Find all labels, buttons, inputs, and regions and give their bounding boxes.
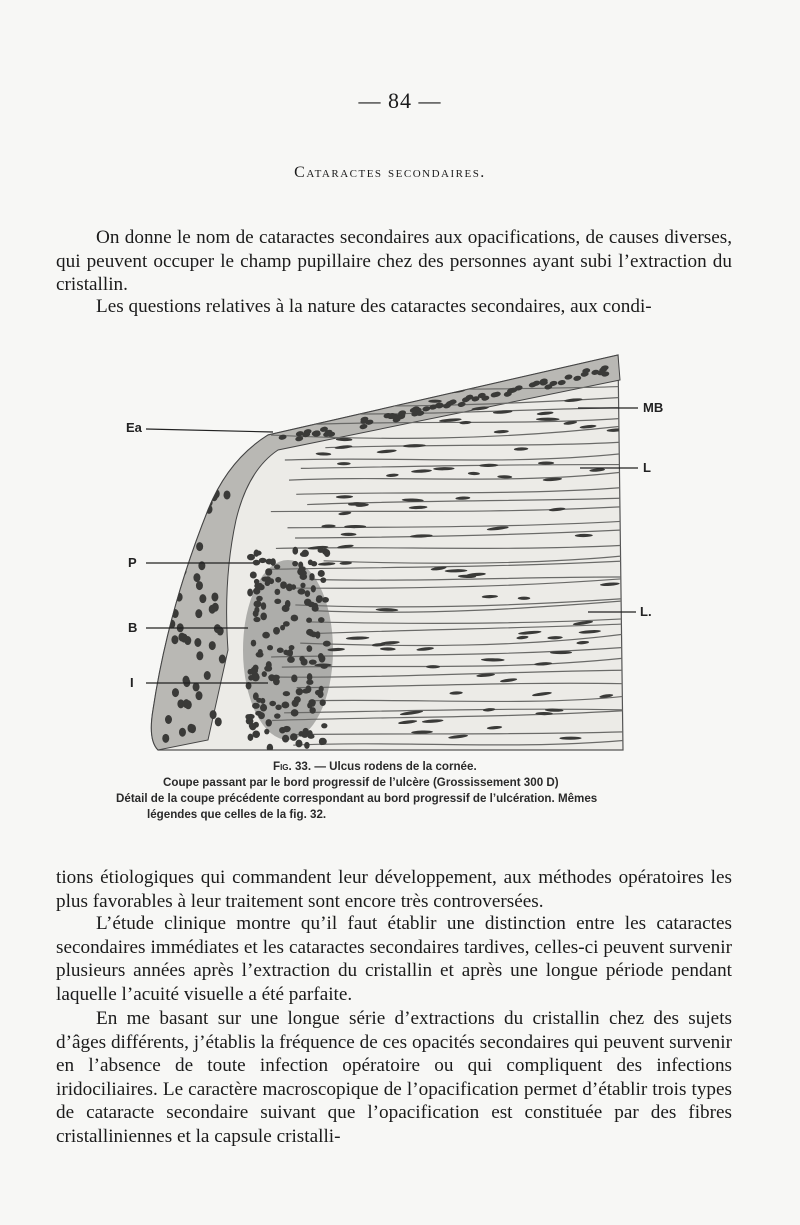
nucleus: [306, 618, 312, 623]
nucleus: [280, 582, 286, 589]
nucleus: [248, 734, 254, 741]
nucleus: [266, 661, 272, 669]
nucleus: [321, 723, 327, 728]
nucleus: [256, 698, 262, 703]
nucleus: [292, 561, 298, 567]
nucleus: [283, 691, 290, 696]
nucleus: [274, 599, 281, 604]
nucleus: [268, 674, 275, 681]
nucleus: [319, 686, 324, 692]
nucleus: [215, 717, 222, 726]
nucleus: [193, 682, 200, 691]
nucleus: [318, 547, 325, 552]
nucleus: [171, 635, 178, 644]
nucleus: [320, 699, 326, 706]
nucleus: [306, 680, 313, 685]
nucleus: [275, 704, 281, 710]
figure-caption-title: [273, 759, 573, 775]
nucleus: [320, 664, 328, 669]
nucleus: [287, 656, 295, 662]
histology-figure: [118, 350, 678, 760]
nucleus: [250, 572, 257, 579]
paragraph-questions-end: tions étiologiques qui commandent leur développement, aux méthodes opératoires les plus favorables à leur traitement sont encore très controversées.: [56, 867, 732, 912]
label-p: P: [128, 555, 137, 570]
nucleus: [291, 674, 297, 682]
nucleus: [248, 669, 253, 675]
nucleus: [319, 655, 326, 663]
nucleus: [324, 549, 330, 557]
nucleus: [178, 633, 185, 642]
nucleus: [302, 550, 309, 557]
nucleus: [193, 573, 200, 582]
nucleus: [295, 740, 302, 748]
nucleus: [223, 490, 230, 499]
nucleus: [302, 733, 308, 738]
nucleus: [281, 702, 289, 709]
nucleus: [196, 581, 203, 590]
nucleus: [204, 671, 211, 680]
nucleus: [265, 576, 271, 583]
nucleus: [274, 564, 280, 569]
paragraph-intro: [56, 226, 732, 297]
nucleus: [277, 648, 284, 653]
figure-number: Fig. 33.: [273, 760, 312, 773]
nucleus: [291, 615, 299, 622]
nucleus: [195, 609, 202, 618]
nucleus: [254, 607, 259, 614]
label-ea: Ea: [126, 420, 142, 435]
nucleus: [269, 701, 276, 706]
nucleus: [184, 496, 191, 505]
nucleus: [172, 520, 179, 529]
nucleus: [309, 659, 317, 664]
label-mb: MB: [643, 400, 664, 415]
nucleus: [256, 652, 264, 658]
fiber-line: [322, 754, 623, 757]
nucleus: [210, 710, 217, 719]
paragraph-intro-text: On donne le nom de cataractes secondaires aux opacifications, de causes diverses, qui peuvent occuper le champ pupillaire chez des personnes ayant subi l’extraction du cristallin.: [56, 227, 732, 295]
nucleus: [274, 589, 280, 595]
nucleus: [308, 559, 313, 565]
nucleus: [162, 734, 169, 743]
label-i: I: [130, 675, 134, 690]
nucleus: [211, 592, 218, 601]
nucleus: [252, 703, 260, 709]
nucleus: [283, 726, 291, 732]
paragraph-questions-start: [56, 295, 732, 319]
nucleus: [274, 713, 281, 718]
nucleus: [280, 625, 285, 631]
nucleus: [172, 688, 179, 697]
nucleus: [176, 527, 183, 536]
nucleus: [258, 712, 265, 719]
nucleus: [291, 584, 296, 590]
nucleus: [290, 733, 298, 741]
nucleus: [251, 640, 256, 647]
paragraph-extractions-text: En me basant sur une longue série d’extractions du cristallin chez des sujets d’âges différents, j’établis la fréquence de ces opacités secondaires qui peuvent survenir en l’absence de toute infection opératoire ou qui compliquent des infections iridociliaires. Le caractère macroscopique de l’opacification permet d’établir trois types de cataracte secondaire suivant que l’opacification est constituée par des fibres cristalliniennes et la capsule cristalli-: [56, 1008, 732, 1147]
nucleus: [291, 709, 299, 716]
nucleus: [247, 554, 255, 561]
nucleus: [301, 658, 308, 665]
nucleus: [316, 596, 322, 603]
nucleus: [219, 655, 226, 664]
nucleus: [181, 500, 188, 509]
nucleus: [294, 696, 301, 703]
cornea-section-illustration: [118, 350, 678, 760]
nucleus: [199, 594, 206, 603]
label-l-bottom: L.: [640, 604, 652, 619]
nucleus: [270, 558, 276, 566]
nucleus: [173, 571, 180, 580]
nucleus: [249, 723, 257, 728]
nucleus: [306, 629, 313, 636]
nucleus: [247, 589, 253, 597]
nucleus: [322, 597, 329, 603]
paragraph-questions-start-text: Les questions relatives à la nature des cataractes secondaires, aux condi-: [96, 296, 652, 317]
paragraph-extractions: [56, 1007, 732, 1148]
nucleus: [285, 600, 291, 608]
nucleus: [282, 735, 289, 743]
nucleus: [182, 501, 189, 510]
nucleus: [262, 671, 267, 677]
nucleus: [170, 564, 177, 573]
nucleus: [245, 714, 251, 720]
nucleus: [297, 588, 305, 594]
nucleus: [213, 489, 220, 498]
label-l-top: L: [643, 460, 651, 475]
nucleus: [254, 600, 262, 607]
nucleus: [275, 577, 281, 583]
nucleus: [216, 472, 223, 481]
nucleus: [536, 418, 560, 421]
nucleus: [319, 738, 327, 745]
nucleus: [307, 730, 312, 737]
nucleus: [214, 464, 221, 473]
nucleus: [320, 577, 326, 583]
figure-title: — Ulcus rodens de la cornée.: [311, 760, 477, 773]
nucleus: [189, 724, 196, 733]
nucleus: [213, 472, 220, 481]
nucleus: [306, 645, 312, 652]
nucleus: [179, 728, 186, 737]
label-b: B: [128, 620, 138, 635]
nucleus: [253, 588, 260, 595]
nucleus: [297, 568, 305, 576]
nucleus: [323, 641, 331, 647]
nucleus: [260, 612, 267, 620]
nucleus: [209, 605, 216, 614]
nucleus: [177, 468, 184, 477]
nucleus: [315, 396, 330, 400]
nucleus: [257, 583, 263, 589]
nucleus: [183, 699, 190, 708]
nucleus: [262, 632, 270, 639]
nucleus: [298, 562, 303, 569]
nucleus: [209, 641, 216, 650]
nucleus: [182, 547, 189, 556]
nucleus: [307, 702, 312, 708]
nucleus: [248, 675, 253, 681]
figure-caption-line3: Détail de la coupe précédente correspondant au bord progressif de l’ulcération. Mêmes: [116, 792, 598, 805]
page-number: — 84 —: [358, 88, 442, 113]
nucleus: [273, 627, 280, 635]
nucleus: [196, 651, 203, 660]
nucleus: [318, 617, 325, 623]
figure-caption-line4: légendes que celles de la fig. 32.: [147, 808, 327, 821]
nucleus: [318, 570, 325, 577]
section-title: Cataractes secondaires.: [294, 164, 486, 181]
nucleus: [267, 645, 273, 650]
nucleus: [305, 590, 310, 597]
nucleus: [285, 650, 290, 656]
nucleus: [171, 531, 178, 540]
nucleus: [266, 719, 272, 726]
nucleus: [426, 665, 440, 668]
nucleus: [253, 617, 260, 622]
nucleus: [305, 685, 311, 693]
nucleus: [196, 542, 203, 551]
nucleus: [260, 704, 267, 712]
nucleus: [165, 715, 172, 724]
nucleus: [304, 742, 310, 749]
nucleus: [206, 498, 213, 507]
nucleus: [518, 597, 531, 600]
nucleus: [311, 585, 316, 592]
nucleus: [265, 568, 272, 575]
nucleus: [264, 729, 269, 735]
nucleus: [259, 558, 267, 563]
nucleus: [261, 602, 266, 610]
figure-caption-line2: Coupe passant par le bord progressif de l’ulcère (Grossissement 300 D): [163, 776, 559, 789]
nucleus: [296, 688, 303, 695]
nucleus: [309, 573, 314, 581]
paragraph-clinical-study-text: L’étude clinique montre qu’il faut établir une distinction entre les cataractes secondaires immédiates et les cataractes secondaires tardives, celles-ci peuvent survenir plusieurs années après l’extraction du cristallin et après une longue période pendant laquelle l’acuité visuelle a été parfaite.: [56, 913, 732, 1005]
nucleus: [315, 631, 320, 638]
nucleus: [300, 583, 305, 588]
nucleus: [252, 730, 260, 737]
nucleus: [313, 603, 318, 609]
nucleus: [194, 638, 201, 647]
nucleus: [401, 395, 425, 399]
nucleus: [196, 691, 203, 700]
paragraph-clinical-study: [56, 912, 732, 1006]
nucleus: [292, 547, 298, 555]
